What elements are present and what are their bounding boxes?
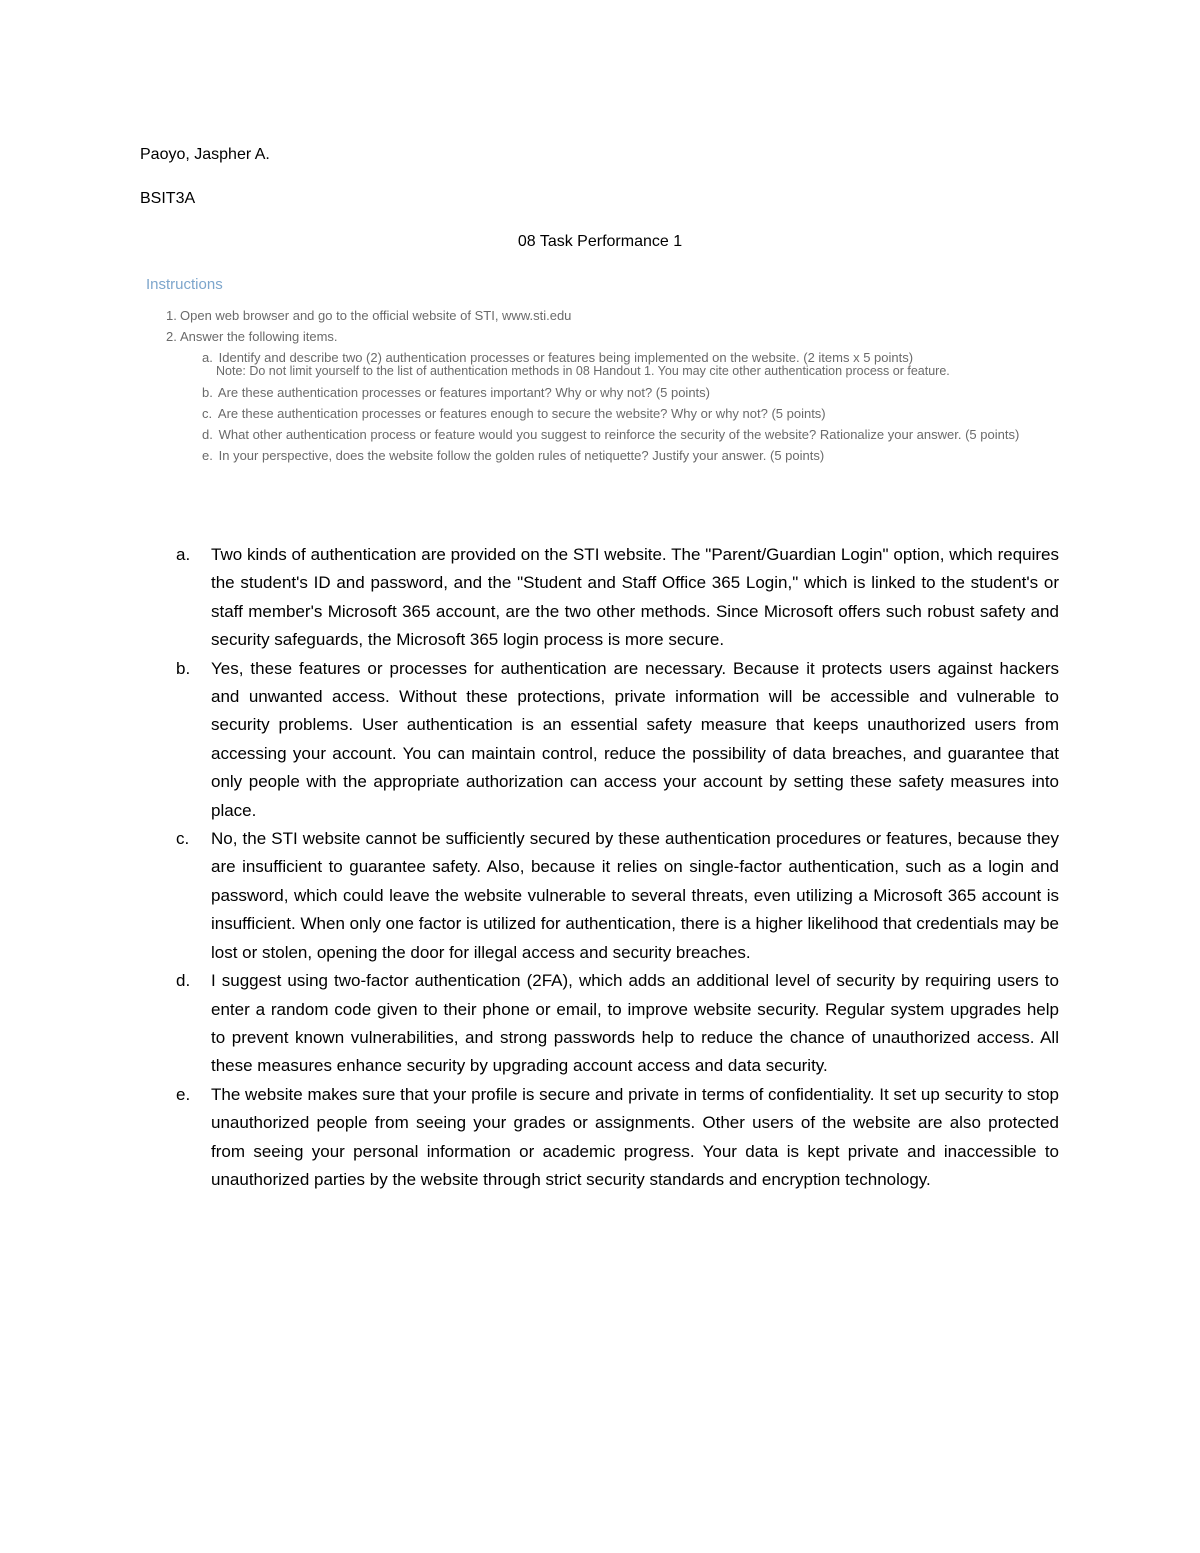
step-text: Open web browser and go to the official website of STI, www.sti.edu xyxy=(180,308,572,323)
instruction-item xyxy=(202,445,1086,466)
answer-item xyxy=(0,1081,1200,1195)
item-letter: b. xyxy=(202,385,213,400)
document-title: 08 Task Performance 1 xyxy=(517,233,683,250)
answer-letter: d. xyxy=(176,971,191,991)
step-number: 1. xyxy=(166,308,177,323)
answer-text: The website makes sure that your profile is secure and private in terms of confidentiality. It set up security to stop unauthorized people from seeing your grades or assignments. Other users of the website are also protected from seeing your personal information or academic progress. Your data is kept private and inaccessible to unauthorized parties by the website through strict security standards and encryption technology. xyxy=(211,1084,1059,1189)
answer-letter: a. xyxy=(176,545,191,564)
answer-text: Yes, these features or processes for authentication are necessary. Because it protects users against hackers and unwanted access. Without these protections, private information will be accessible and vulnerable to security problems. User authentication is an essential safety measure that keeps unauthorized users from accessing your account. You can maintain control, reduce the possibility of data breaches, and guarantee that only people with the appropriate authorization can access your account by setting these safety measures into place. xyxy=(211,658,1059,820)
item-letter: c. xyxy=(202,406,213,421)
student-section: BSIT3A xyxy=(140,190,196,207)
student-name: Paoyo, Jaspher A. xyxy=(140,146,270,163)
answer-letter: b. xyxy=(176,658,191,678)
instruction-step xyxy=(166,305,1086,326)
step-text: Answer the following items. xyxy=(180,329,338,344)
instruction-item xyxy=(202,424,1086,445)
instruction-item xyxy=(202,403,1086,424)
answers-list xyxy=(0,541,1200,1194)
instructions-heading: Instructions xyxy=(146,276,223,293)
answer-text: Two kinds of authentication are provided on the STI website. The "Parent/Guardian Login" option, which requires the student's ID and password, and the "Student and Staff Office 365 Login," which is linked to the student's or staff member's Microsoft 365 account, are the two other methods. Since Microsoft offers such robust safety and security safeguards, the Microsoft 365 login process is more secure. xyxy=(211,545,1059,650)
instructions-block xyxy=(146,276,1086,466)
answer-item xyxy=(0,655,1200,825)
answer-text: No, the STI website cannot be sufficiently secured by these authentication procedures or features, because they are insufficient to guarantee safety. Also, because it relies on single-factor authentication, such as a login and password, which could leave the website vulnerable to several threats, even utilizing a Microsoft 365 account is insufficient. When only one factor is utilized for authentication, there is a higher likelihood that credentials may be lost or stolen, opening the door for illegal access and security breaches. xyxy=(211,829,1059,962)
instruction-note: Note: Do not limit yourself to the list of authentication methods in 08 Handout 1. You may cite other authentication process or feature. xyxy=(216,364,950,378)
answer-letter: e. xyxy=(176,1084,191,1104)
step-number: 2. xyxy=(166,329,177,344)
item-letter: a. xyxy=(202,350,213,365)
answer-letter: c. xyxy=(176,829,190,849)
answer-item xyxy=(0,967,1200,1081)
item-letter: d. xyxy=(202,427,213,442)
instruction-item xyxy=(202,382,1086,403)
item-text: Are these authentication processes or features enough to secure the website? Why or why not? (5 points) xyxy=(217,406,826,421)
item-letter: e. xyxy=(202,448,213,463)
answer-item xyxy=(0,825,1200,967)
item-text: What other authentication process or feature would you suggest to reinforce the security of the website? Rationalize your answer. (5 points) xyxy=(218,427,1020,442)
instruction-step xyxy=(166,326,1086,347)
item-text: Are these authentication processes or features important? Why or why not? (5 points) xyxy=(217,385,710,400)
instruction-item xyxy=(202,347,1086,368)
item-text: Identify and describe two (2) authentication processes or features being implemented on the website. (2 items x 5 points) xyxy=(218,350,914,365)
answer-text: I suggest using two-factor authentication (2FA), which adds an additional level of security by requiring users to enter a random code given to their phone or email, to improve website security. Regular system upgrades help to prevent known vulnerabilities, and strong passwords help to reduce the chance of unauthorized access. All these measures enhance security by upgrading account access and data security. xyxy=(211,971,1059,1076)
item-text: In your perspective, does the website follow the golden rules of netiquette? Justify your answer. (5 points) xyxy=(218,448,825,463)
answer-item xyxy=(0,541,1200,655)
